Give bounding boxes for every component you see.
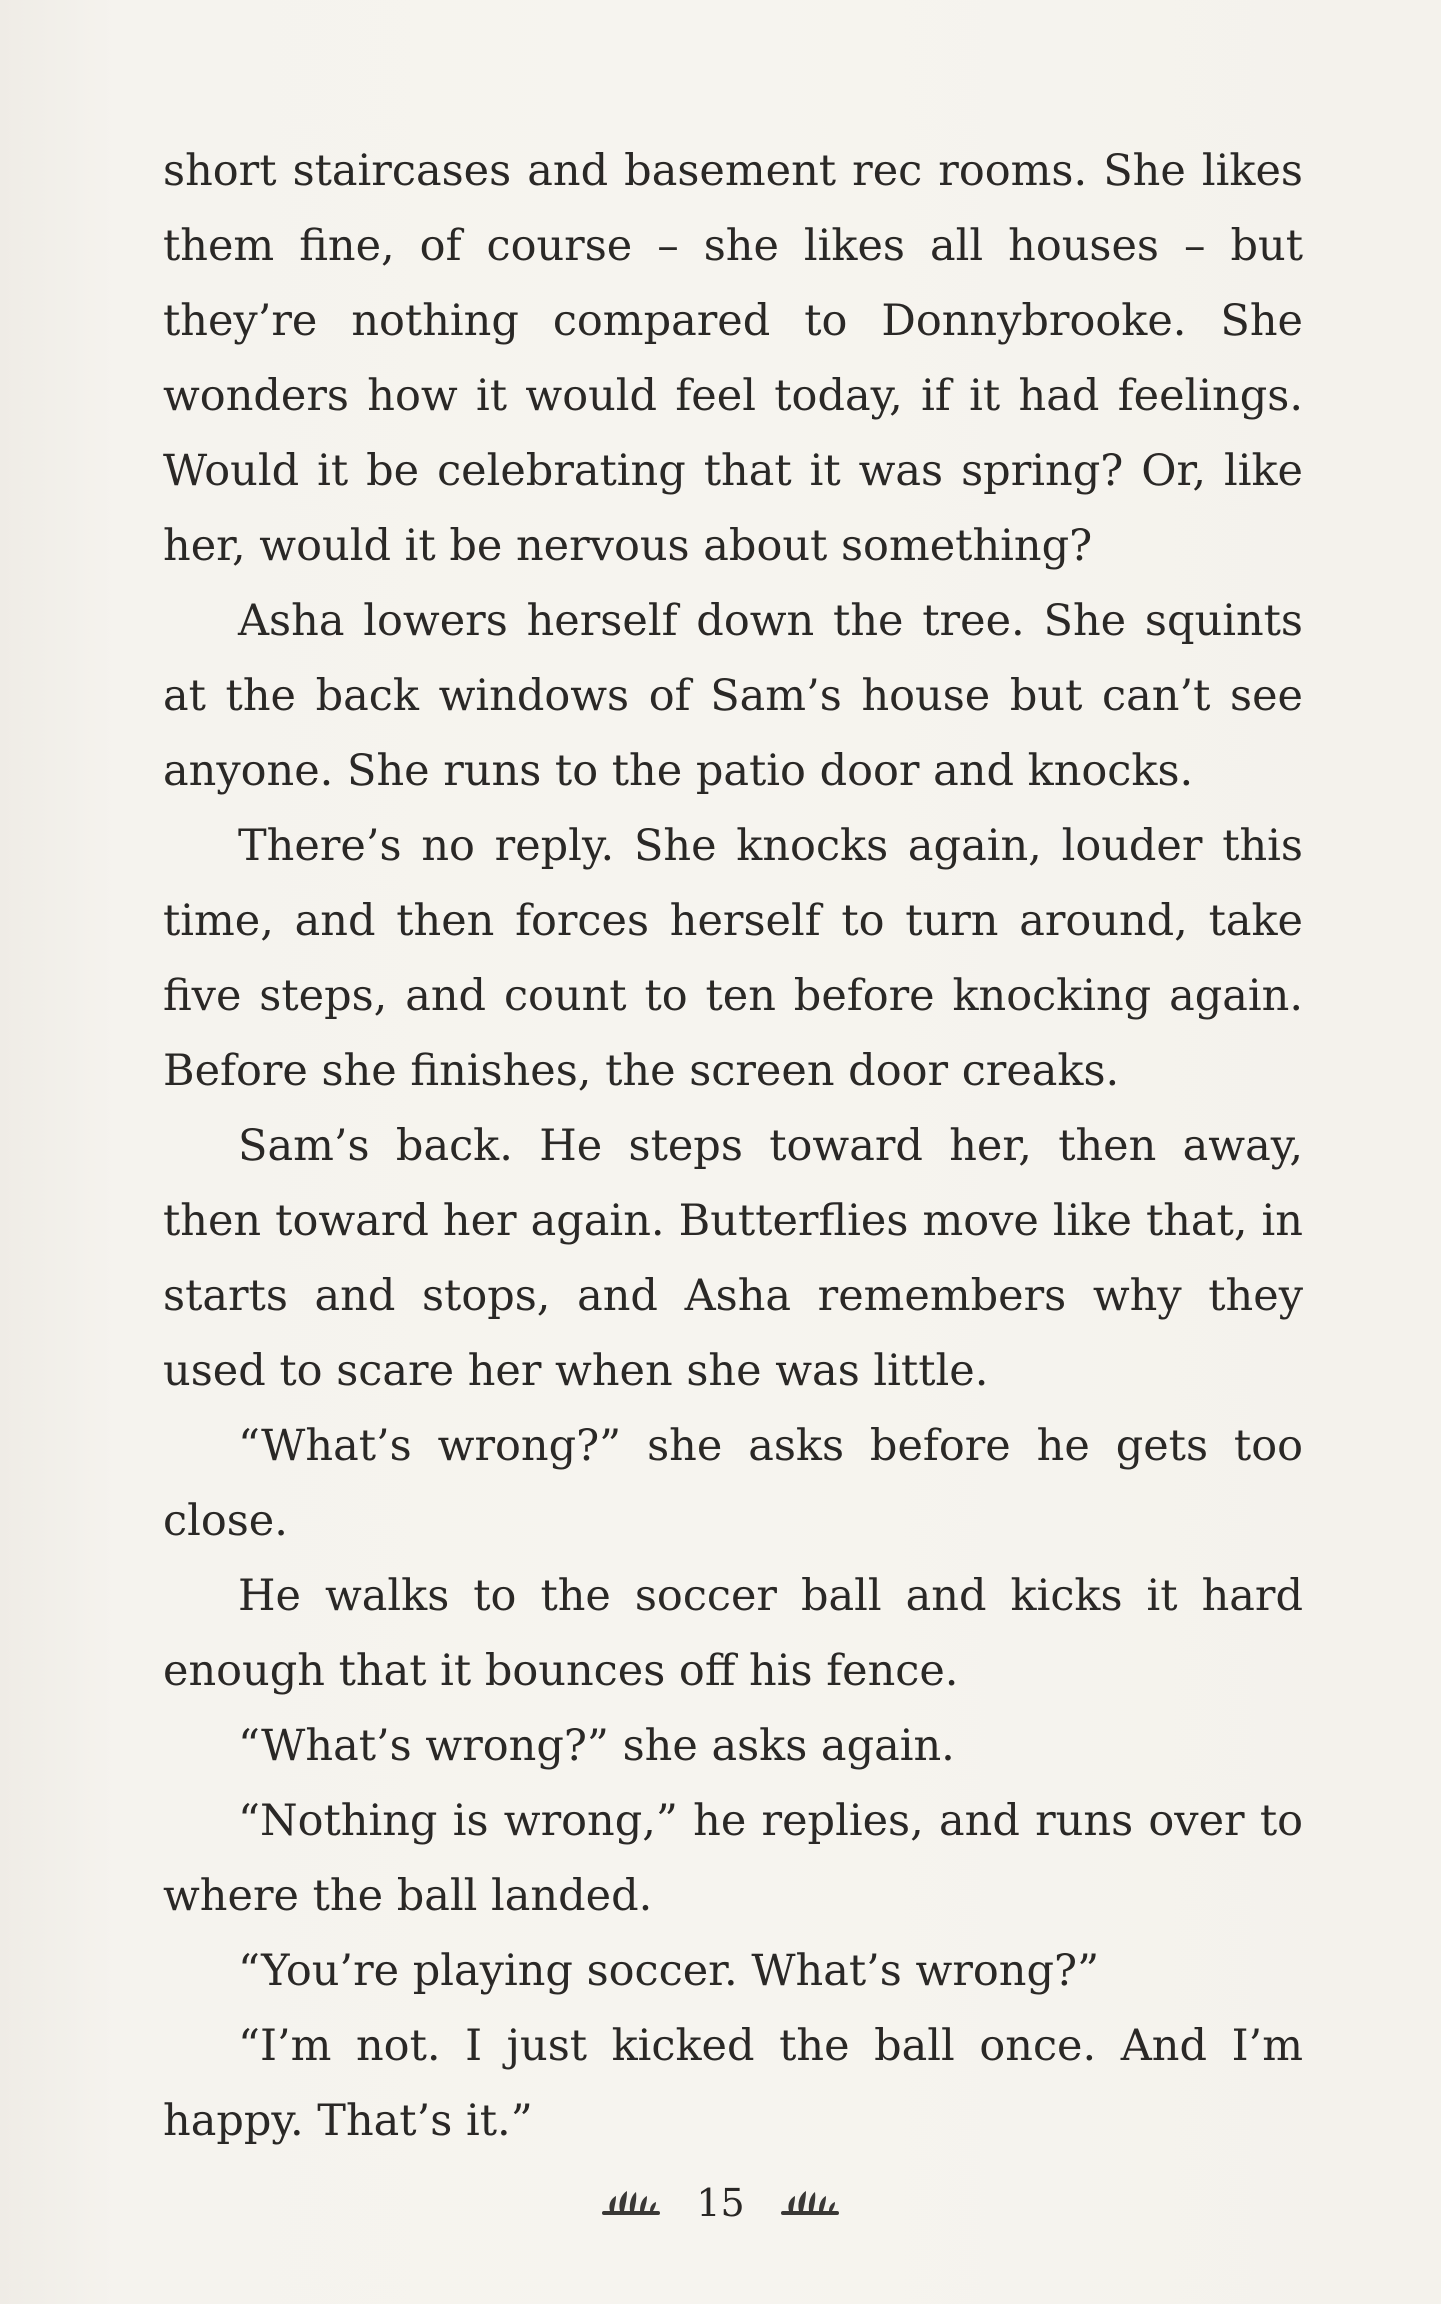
paragraph: “Nothing is wrong,” he replies, and runs over to where the ball landed. (163, 1796, 1303, 1921)
paragraph: He walks to the soccer ball and kicks it hard enough that it bounces off his fence. (163, 1571, 1303, 1696)
body-text (163, 134, 1303, 2159)
leaf-ornament-icon (600, 2188, 662, 2218)
page-number: 15 (696, 2181, 745, 2225)
paragraph: “You’re playing soccer. What’s wrong?” (238, 1946, 1100, 1996)
leaf-ornament-icon (779, 2188, 841, 2218)
paragraph: “What’s wrong?” she asks before he gets too close. (163, 1421, 1303, 1546)
paragraph: short staircases and basement rec rooms. She likes them fine, of course – she likes all houses – but they’re nothing compared to Donnybrooke. She wonders how it would feel today, if it had feelings. Would it be celebrating that it was spring? Or, like her, would it be nervous about something? (163, 146, 1303, 571)
paragraph: There’s no reply. She knocks again, louder this time, and then forces herself to turn around, take five steps, and count to ten before knocking again. Before she finishes, the screen door creaks. (163, 821, 1303, 1096)
paragraph: Asha lowers herself down the tree. She squints at the back windows of Sam’s house but can’t see anyone. She runs to the patio door and knocks. (163, 596, 1303, 796)
paragraph: Sam’s back. He steps toward her, then away, then toward her again. Butterflies move like that, in starts and stops, and Asha remembers why they used to scare her when she was little. (163, 1121, 1303, 1396)
paragraph: “What’s wrong?” she asks again. (238, 1721, 955, 1771)
page-footer (0, 2168, 1441, 2238)
paragraph: “I’m not. I just kicked the ball once. And I’m happy. That’s it.” (163, 2021, 1303, 2146)
